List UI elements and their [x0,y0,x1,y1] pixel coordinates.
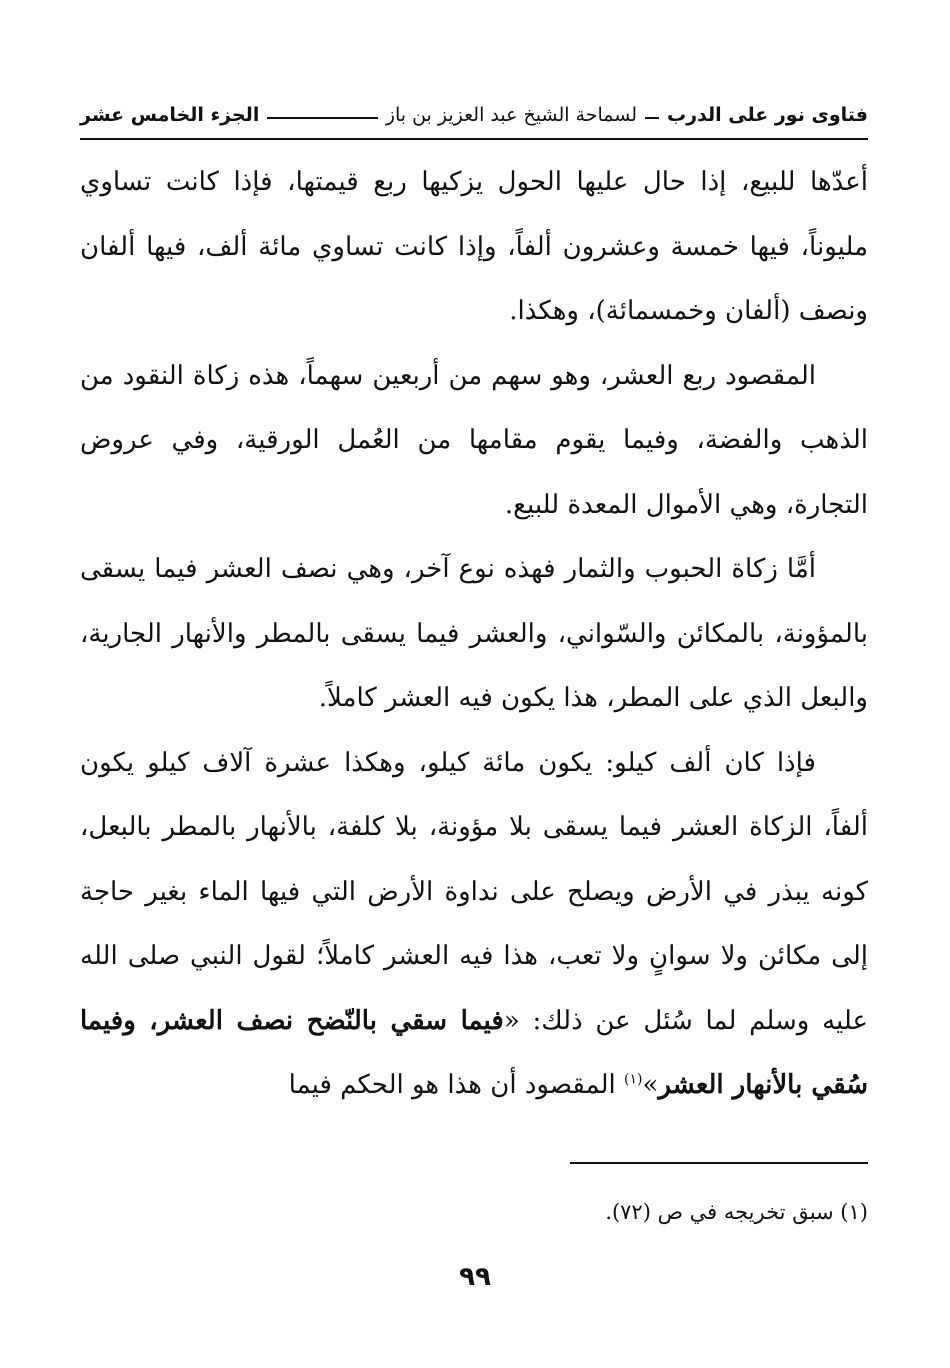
footnote-reference: (١) [623,1071,643,1088]
paragraph-4 [80,731,868,1118]
paragraph-2: المقصود ربع العشر، وهو سهم من أربعين سهماً، هذه زكاة النقود من الذهب والفضة، وفيما يقوم مقامها من العُمل الورقية، وفي عروض التجارة، وهي الأموال المعدة للبيع. [80,360,868,520]
footnote-rule [570,1162,868,1164]
footnote: (١) سبق تخريجه في ص (٧٢). [605,1200,868,1224]
header-rule [80,138,868,140]
header-separator-line [267,117,377,119]
page-number: ٩٩ [459,1262,491,1292]
header-author-credit: لسماحة الشيخ عبد العزيز بن باز [385,104,637,126]
hadith-quote: فيما سقي بالنّضح نصف العشر، وفيما سُقي بالأنهار العشر [80,1005,868,1100]
paragraph-3: أمَّا زكاة الحبوب والثمار فهذه نوع آخر، وهي نصف العشر فيما يسقى بالمؤونة، بالمكائن والسّواني، والعشر فيما يسقى بالمطر والأنهار الجارية، والبعل الذي على المطر، هذا يكون فيه العشر كاملاً. [80,554,868,713]
header-series-title: فتاوى نور على الدرب [667,104,868,126]
body-text [80,150,868,1118]
running-header [80,98,868,132]
paragraph-4-end: المقصود أن هذا هو الحكم فيما [288,1070,624,1100]
paragraph-4-start: فإذا كان ألف كيلو: يكون مائة كيلو، وهكذا عشرة آلاف كيلو يكون ألفاً، الزكاة العشر فيما يسقى بلا مؤونة، بلا كلفة، بالأنهار بالمطر بالبعل، كونه يبذر في الأرض ويصلح على نداوة الأرض التي فيها الماء بغير حاجة إلى مكائن ولا سوانٍ ولا تعب، هذا فيه العشر كاملاً؛ لقول النبي صلى الله عليه وسلم لما سُئل عن ذلك: « [80,747,869,1036]
paragraph-1: أعدّها للبيع، إذا حال عليها الحول يزكيها ربع قيمتها، فإذا كانت تساوي مليوناً، فيها خمسة وعشرون ألفاً، وإذا كانت تساوي مائة ألف، فيها ألفان ونصف (ألفان وخمسمائة)، وهكذا. [80,167,868,326]
header-volume-label: الجزء الخامس عشر [80,104,260,126]
closing-quote-mark: » [642,1070,659,1100]
header-separator-dash [645,117,659,119]
